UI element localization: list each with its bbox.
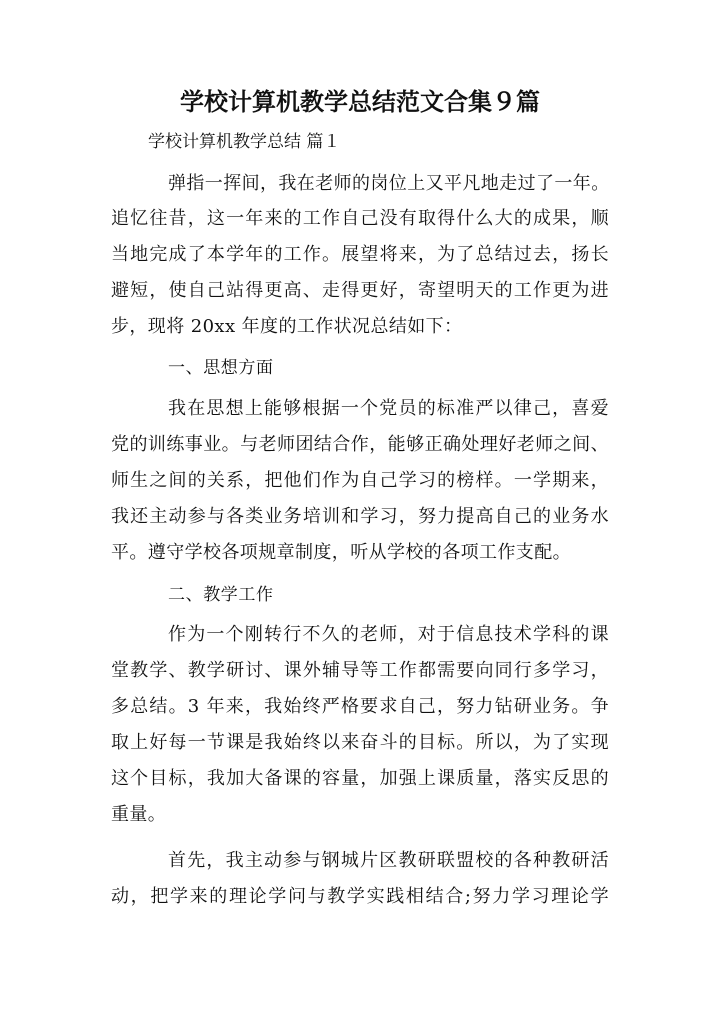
paragraph-line: 避短，使自己站得更高、走得更好，寄望明天的工作更为进: [111, 280, 609, 301]
paragraph-line: 作为一个刚转行不久的老师，对于信息技术学科的课: [168, 624, 609, 645]
paragraph-line: 首先，我主动参与钢城片区教研联盟校的各种教研活: [168, 850, 609, 871]
section-title: 学校计算机教学总结 篇１: [148, 132, 341, 152]
paragraph-line: 重量。: [111, 804, 167, 825]
paragraph-line: 我还主动参与各类业务培训和学习，努力提高自己的业务水: [111, 506, 609, 527]
paragraph-line: 步，现将 20xx 年度的工作状况总结如下：: [111, 316, 463, 337]
paragraph-line: 追忆往昔，这一年来的工作自己没有取得什么大的成果，顺: [111, 208, 609, 229]
paragraph-line: 平。遵守学校各项规章制度，听从学校的各项工作支配。: [111, 542, 571, 563]
paragraph-line: 动，把学来的理论学问与教学实践相结合;努力学习理论学: [111, 886, 609, 907]
paragraph-line: 当地完成了本学年的工作。展望将来，为了总结过去，扬长: [111, 244, 609, 265]
paragraph-line: 堂教学、教学研讨、课外辅导等工作都需要向同行多学习，: [111, 660, 609, 681]
paragraph-line: 弹指一挥间，我在老师的岗位上又平凡地走过了一年。: [168, 173, 610, 194]
section-heading: 一、思想方面: [168, 358, 274, 378]
section-heading: 二、教学工作: [168, 585, 274, 605]
document-title: 学校计算机教学总结范文合集９篇: [180, 88, 540, 116]
paragraph-line: 这个目标，我加大备课的容量，加强上课质量，落实反思的: [111, 768, 609, 789]
paragraph-line: 师生之间的关系，把他们作为自己学习的榜样。一学期来，: [111, 470, 609, 491]
paragraph-line: 党的训练事业。与老师团结合作，能够正确处理好老师之间、: [111, 434, 609, 455]
paragraph-line: 多总结。3 年来，我始终严格要求自己，努力钻研业务。争: [111, 696, 609, 717]
paragraph-line: 取上好每一节课是我始终以来奋斗的目标。所以，为了实现: [111, 732, 609, 753]
paragraph-line: 我在思想上能够根据一个党员的标准严以律己，喜爱: [168, 398, 609, 419]
